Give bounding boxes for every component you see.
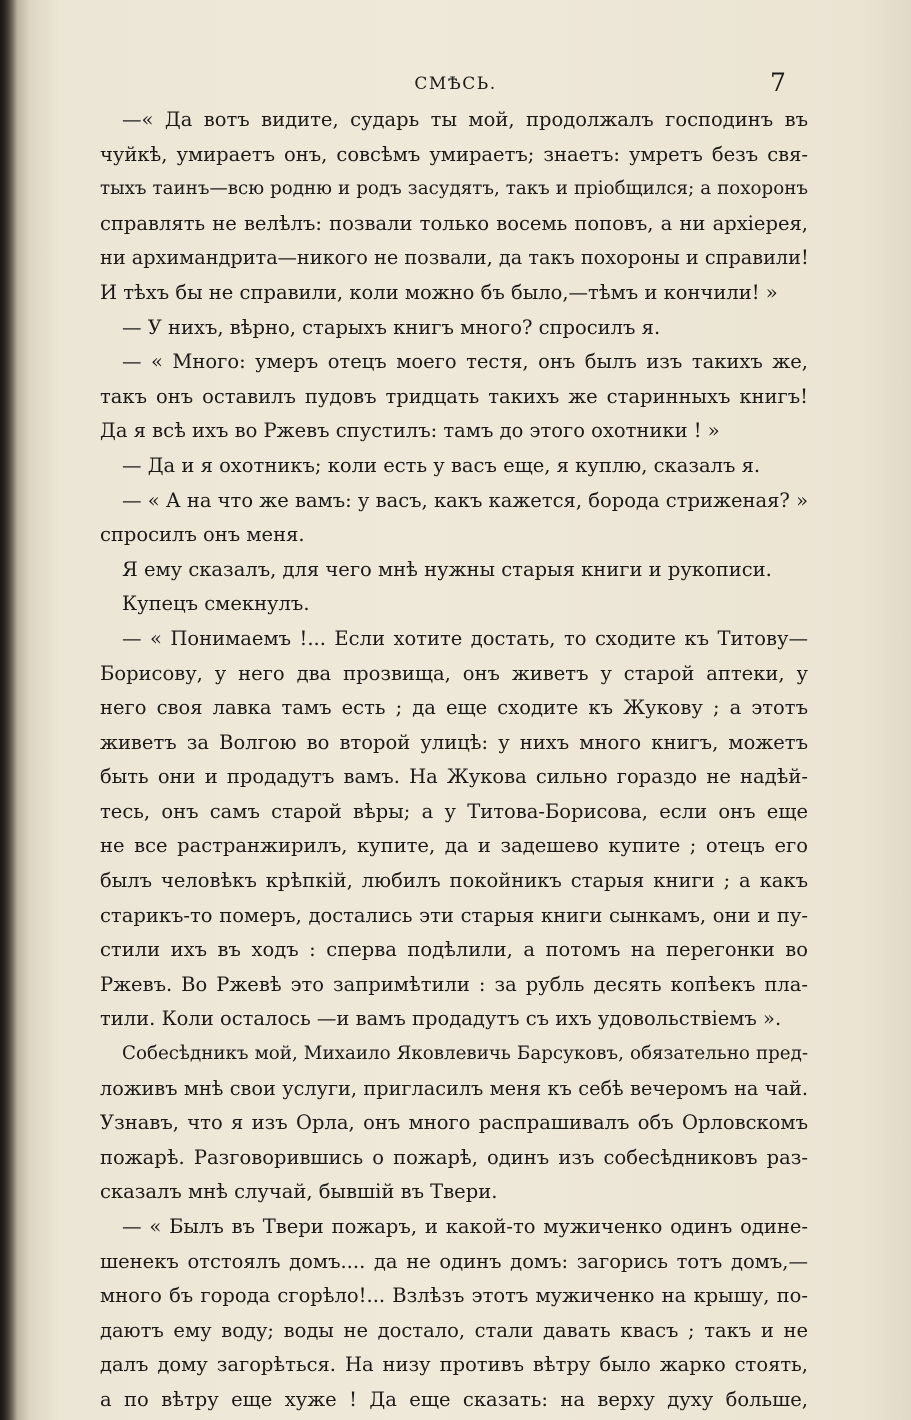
text-line: ложивъ мнѣ свои услуги, пригласилъ меня къ себѣ вечеромъ на чай. bbox=[100, 1076, 808, 1100]
body-text bbox=[100, 103, 808, 1418]
text-line: тили. Коли осталось —и вамъ продадутъ съ ихъ удовольствіемъ ». bbox=[100, 1007, 782, 1031]
text-line: справлять не велѣлъ: позвали только восемь поповъ, а ни архіерея, bbox=[100, 211, 808, 235]
text-line: ни архимандрита—никого не позвали, да такъ похороны и справили! bbox=[100, 246, 809, 270]
text-line: него своя лавка тамъ есть ; да еще сходите къ Жукову ; а этотъ bbox=[100, 696, 808, 720]
text-line: живетъ за Волгою во второй улицѣ: у нихъ много книгъ, можетъ bbox=[100, 730, 808, 754]
text-line: а по вѣтру еще хуже ! Да еще сказать: на верху духу больше, bbox=[100, 1387, 808, 1411]
text-line: стили ихъ въ ходъ : сперва подѣлили, а потомъ на перегонки во bbox=[100, 938, 808, 962]
text-line: быть они и продадутъ вамъ. На Жукова сильно гораздо не надѣй- bbox=[100, 765, 808, 789]
text-line: Ржевъ. Во Ржевѣ это запримѣтили : за рубль десять копѣекъ пла- bbox=[100, 972, 808, 996]
text-line: много бъ города сгорѣло!... Взлѣзъ этотъ мужиченко на крышу, по- bbox=[100, 1284, 808, 1308]
text-line: не все растранжирилъ, купите, да и задешево купите ; отецъ его bbox=[100, 834, 808, 858]
text-line: Собесѣдникъ мой, Михаило Яковлевичь Барсуковъ, обязательно пред- bbox=[122, 1043, 808, 1065]
binding-shadow bbox=[0, 0, 18, 1420]
text-line: шенекъ отстоялъ домъ.... да не одинъ домъ: загорись тотъ домъ,— bbox=[100, 1249, 808, 1273]
page-header bbox=[0, 68, 911, 98]
page-number: 7 bbox=[770, 68, 786, 97]
text-line: — У нихъ, вѣрно, старыхъ книгъ много? спросилъ я. bbox=[122, 315, 661, 339]
text-line: сказалъ мнѣ случай, бывшій въ Твери. bbox=[100, 1180, 498, 1204]
text-line: — « Былъ въ Твери пожаръ, и какой-то мужиченко одинъ одине- bbox=[122, 1215, 808, 1238]
text-line: Я ему сказалъ, для чего мнѣ нужны старыя книги и рукописи. bbox=[122, 557, 772, 581]
text-line: старикъ-то померъ, достались эти старыя книги сынкамъ, они и пу- bbox=[100, 903, 808, 927]
text-line: чуйкѣ, умираетъ онъ, совсѣмъ умираетъ; знаетъ: умретъ безъ свя- bbox=[100, 142, 808, 166]
text-line: — « Много: умеръ отецъ моего тестя, онъ былъ изъ такихъ же, bbox=[122, 350, 808, 374]
text-line: Да я всѣ ихъ во Ржевъ спустилъ: тамъ до этого охотники ! » bbox=[100, 419, 720, 443]
text-line: Борисову, у него два прозвища, онъ живетъ у старой аптеки, у bbox=[100, 661, 808, 685]
text-line: — « А на что же вамъ: у васъ, какъ кажется, борода стриженая? » bbox=[122, 488, 808, 512]
text-line: такъ онъ оставилъ пудовъ тридцать такихъ же старинныхъ книгъ! bbox=[100, 384, 808, 408]
text-line: —« Да вотъ видите, сударь ты мой, продолжалъ господинъ въ bbox=[122, 108, 808, 131]
text-line: тесь, онъ самъ старой вѣры; а у Титова-Борисова, если онъ еще bbox=[100, 799, 808, 823]
text-line: Купецъ смекнулъ. bbox=[122, 592, 310, 616]
text-line: — « Понимаемъ !... Если хотите достать, то сходите къ Титову— bbox=[122, 626, 808, 650]
text-line: пожарѣ. Разговорившись о пожарѣ, одинъ изъ собесѣдниковъ раз- bbox=[100, 1145, 808, 1169]
text-line: И тѣхъ бы не справили, коли можно бъ было,—тѣмъ и кончили! » bbox=[100, 280, 778, 304]
text-line: Узнавъ, что я изъ Орла, онъ много распрашивалъ объ Орловскомъ bbox=[100, 1111, 808, 1135]
text-line: спросилъ онъ меня. bbox=[100, 523, 305, 547]
text-line: далъ дому загорѣться. На низу противъ вѣтру было жарко стоять, bbox=[100, 1353, 808, 1377]
text-line: былъ человѣкъ крѣпкій, любилъ покойникъ старыя книги ; а какъ bbox=[100, 869, 808, 893]
running-head: СМѢСЬ. bbox=[414, 74, 497, 94]
text-line: — Да и я охотникъ; коли есть у васъ еще, я куплю, сказалъ я. bbox=[122, 453, 761, 477]
text-line: даютъ ему воду; воды не достало, стали давать квасъ ; такъ и не bbox=[100, 1318, 808, 1342]
text-line: тыхъ таинъ—всю родню и родъ засудятъ, такъ и пріобщился; а похоронъ bbox=[100, 178, 808, 200]
